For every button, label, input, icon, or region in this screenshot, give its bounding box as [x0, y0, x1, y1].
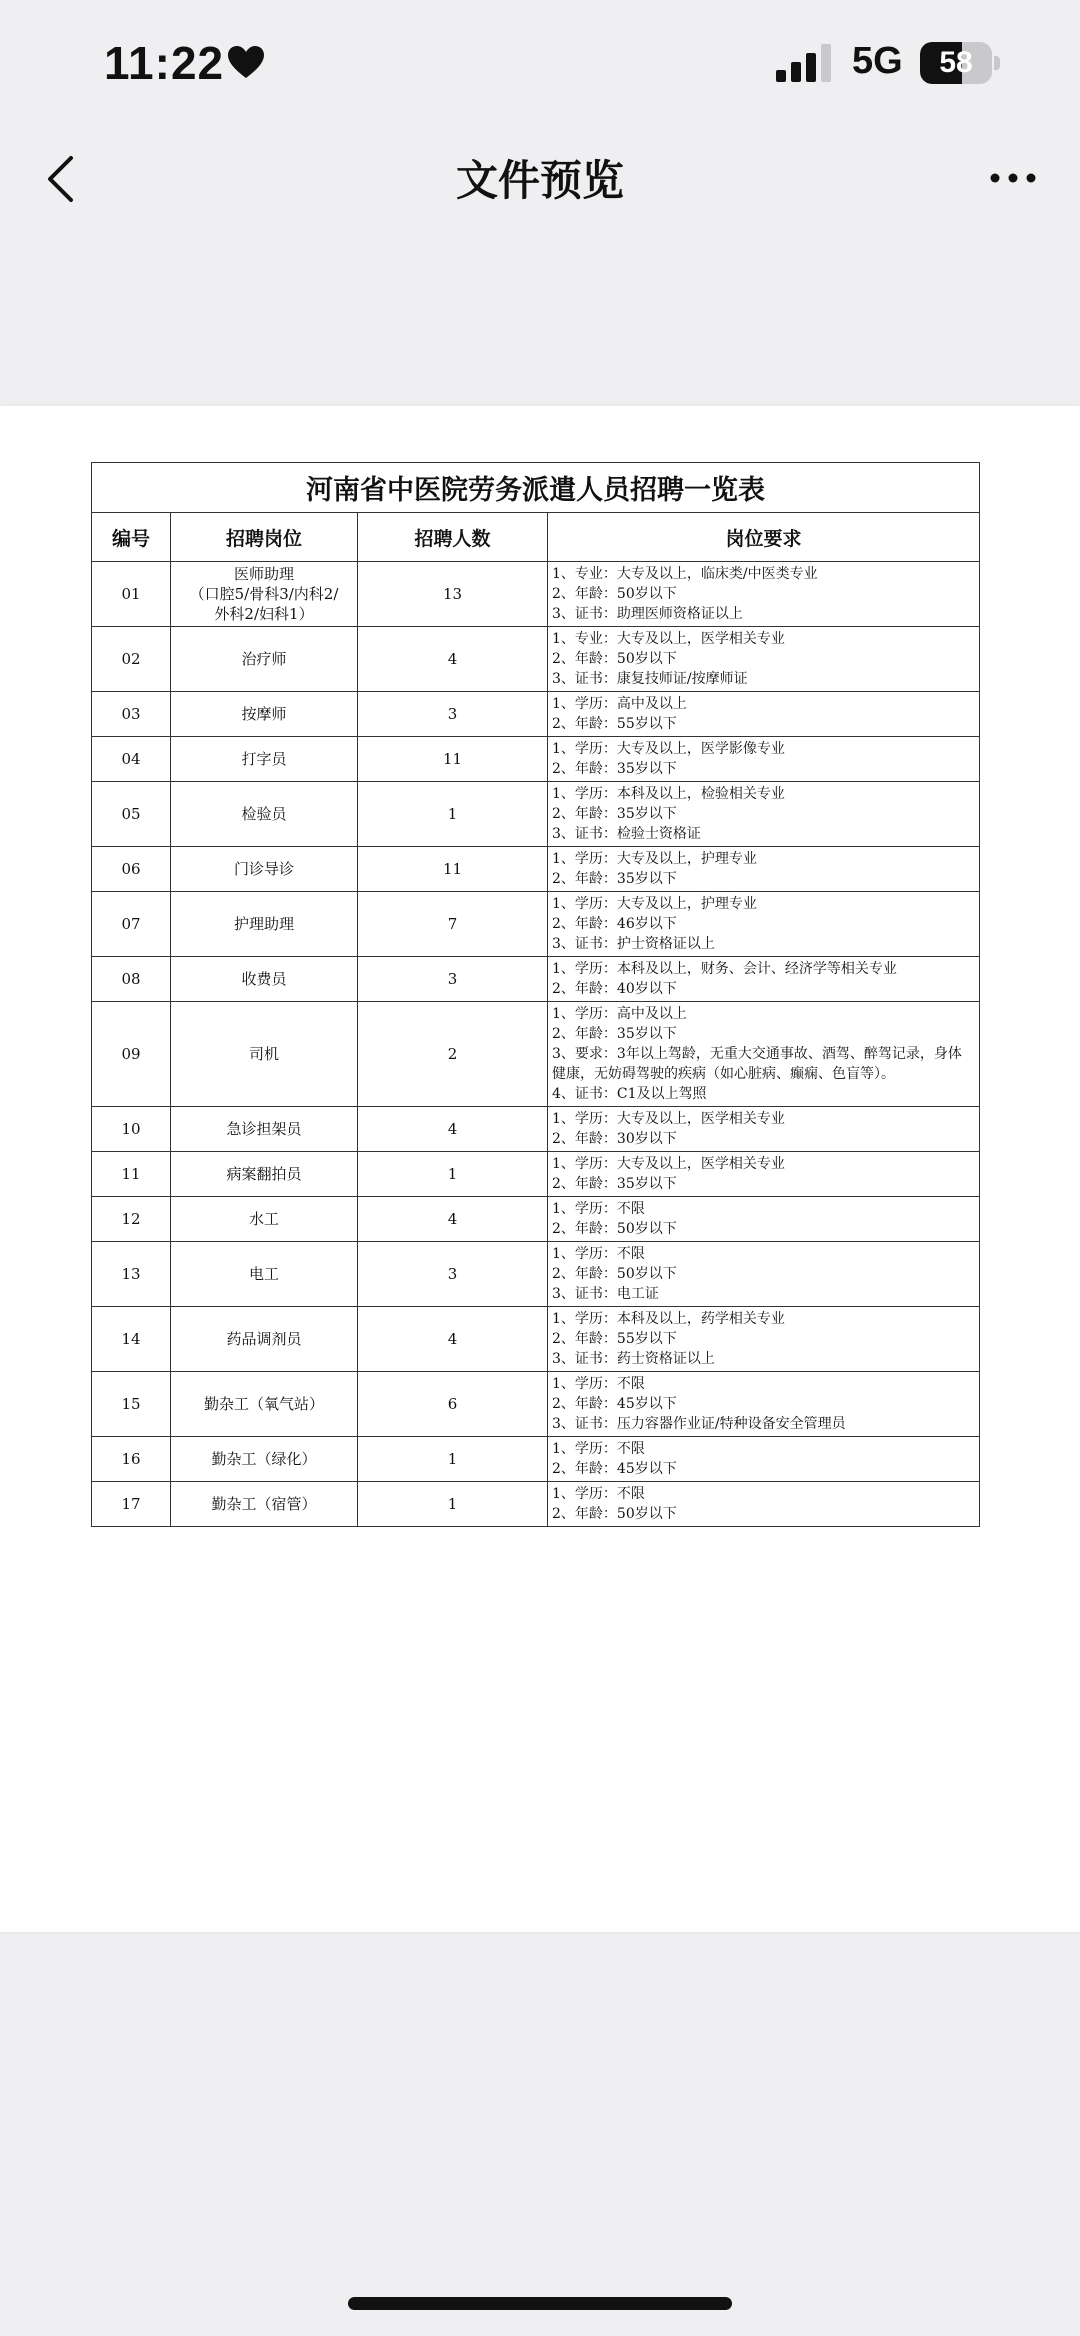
cell-position: 护理助理: [171, 892, 358, 957]
cell-requirements: 1、专业：大专及以上，医学相关专业 2、年龄：50岁以下 3、证书：康复技师证/按摩师证: [548, 627, 980, 692]
table-row: [92, 692, 980, 737]
table-row: [92, 892, 980, 957]
table-row: [92, 1372, 980, 1437]
header-position: 招聘岗位: [171, 513, 358, 562]
more-horizontal-icon: [989, 172, 1037, 184]
cell-position: 药品调剂员: [171, 1307, 358, 1372]
table-row: [92, 847, 980, 892]
cell-no: 16: [92, 1437, 171, 1482]
table-row: [92, 1242, 980, 1307]
cell-requirements: 1、学历：大专及以上，医学影像专业 2、年龄：35岁以下: [548, 737, 980, 782]
cell-requirements: 1、学历：不限 2、年龄：50岁以下: [548, 1482, 980, 1527]
heart-icon: [226, 44, 266, 80]
cell-position: 治疗师: [171, 627, 358, 692]
recruitment-table-wrapper: [91, 462, 979, 1527]
cell-requirements: 1、学历：大专及以上，医学相关专业 2、年龄：35岁以下: [548, 1152, 980, 1197]
cell-position: 门诊导诊: [171, 847, 358, 892]
cell-no: 04: [92, 737, 171, 782]
header-requirements: 岗位要求: [548, 513, 980, 562]
cell-position: 打字员: [171, 737, 358, 782]
cell-count: 3: [358, 1242, 548, 1307]
cell-no: 07: [92, 892, 171, 957]
table-title: 河南省中医院劳务派遣人员招聘一览表: [92, 463, 980, 513]
cell-no: 15: [92, 1372, 171, 1437]
table-row: [92, 782, 980, 847]
cell-count: 1: [358, 1152, 548, 1197]
cell-requirements: 1、学历：高中及以上 2、年龄：35岁以下 3、要求：3年以上驾龄，无重大交通事故、酒驾、醉驾记录，身体健康，无妨碍驾驶的疾病（如心脏病、癫痫、色盲等）。 4、证书：C1及以上驾照: [548, 1002, 980, 1107]
nav-bar: [0, 130, 1080, 250]
cell-requirements: 1、学历：大专及以上，护理专业 2、年龄：46岁以下 3、证书：护士资格证以上: [548, 892, 980, 957]
cell-position: 电工: [171, 1242, 358, 1307]
cell-requirements: 1、学历：不限 2、年龄：50岁以下 3、证书：电工证: [548, 1242, 980, 1307]
cell-count: 1: [358, 1482, 548, 1527]
cell-requirements: 1、学历：不限 2、年龄：45岁以下 3、证书：压力容器作业证/特种设备安全管理员: [548, 1372, 980, 1437]
cell-count: 7: [358, 892, 548, 957]
table-row: [92, 1107, 980, 1152]
cell-position: 急诊担架员: [171, 1107, 358, 1152]
cell-position: 收费员: [171, 957, 358, 1002]
cell-position: 司机: [171, 1002, 358, 1107]
cell-count: 3: [358, 692, 548, 737]
cell-requirements: 1、学历：本科及以上，财务、会计、经济学等相关专业 2、年龄：40岁以下: [548, 957, 980, 1002]
cell-position: 医师助理 （口腔5/骨科3/内科2/ 外科2/妇科1）: [171, 562, 358, 627]
status-time: 11:22: [104, 37, 225, 89]
cell-position: 水工: [171, 1197, 358, 1242]
table-row: [92, 1437, 980, 1482]
battery-percent: 58: [939, 46, 973, 79]
cell-no: 11: [92, 1152, 171, 1197]
cell-requirements: 1、专业：大专及以上，临床类/中医类专业 2、年龄：50岁以下 3、证书：助理医师资格证以上: [548, 562, 980, 627]
table-row: [92, 957, 980, 1002]
header-no: 编号: [92, 513, 171, 562]
table-row: [92, 737, 980, 782]
battery-icon: [920, 42, 1000, 84]
recruitment-table: [91, 462, 980, 1527]
table-header-row: [92, 513, 980, 562]
cell-no: 09: [92, 1002, 171, 1107]
cell-count: 2: [358, 1002, 548, 1107]
cell-count: 1: [358, 1437, 548, 1482]
header-count: 招聘人数: [358, 513, 548, 562]
cell-position: 检验员: [171, 782, 358, 847]
cell-requirements: 1、学历：本科及以上，药学相关专业 2、年龄：55岁以下 3、证书：药士资格证以上: [548, 1307, 980, 1372]
cell-count: 4: [358, 1197, 548, 1242]
chevron-left-icon: [45, 155, 75, 203]
network-type: 5G: [852, 40, 903, 82]
table-row: [92, 562, 980, 627]
cell-no: 12: [92, 1197, 171, 1242]
table-row: [92, 1152, 980, 1197]
cell-requirements: 1、学历：高中及以上 2、年龄：55岁以下: [548, 692, 980, 737]
back-button[interactable]: [28, 144, 92, 214]
cell-position: 勤杂工（绿化）: [171, 1437, 358, 1482]
cell-no: 01: [92, 562, 171, 627]
document-page[interactable]: [0, 406, 1080, 1932]
cell-no: 03: [92, 692, 171, 737]
cell-no: 17: [92, 1482, 171, 1527]
home-indicator[interactable]: [348, 2297, 732, 2310]
cell-count: 11: [358, 737, 548, 782]
cell-no: 06: [92, 847, 171, 892]
cell-requirements: 1、学历：大专及以上，医学相关专业 2、年龄：30岁以下: [548, 1107, 980, 1152]
cell-count: 4: [358, 627, 548, 692]
cell-requirements: 1、学历：不限 2、年龄：50岁以下: [548, 1197, 980, 1242]
table-row: [92, 1197, 980, 1242]
page-title: 文件预览: [455, 156, 624, 205]
table-row: [92, 1482, 980, 1527]
cell-requirements: 1、学历：不限 2、年龄：45岁以下: [548, 1437, 980, 1482]
status-bar: [0, 0, 1080, 130]
cell-count: 3: [358, 957, 548, 1002]
cell-no: 14: [92, 1307, 171, 1372]
table-row: [92, 1307, 980, 1372]
cellular-signal-icon: [776, 44, 834, 82]
cell-position: 勤杂工（氧气站）: [171, 1372, 358, 1437]
cell-no: 13: [92, 1242, 171, 1307]
more-options-button[interactable]: [978, 148, 1048, 208]
cell-count: 1: [358, 782, 548, 847]
cell-no: 05: [92, 782, 171, 847]
cell-no: 02: [92, 627, 171, 692]
cell-no: 08: [92, 957, 171, 1002]
cell-count: 4: [358, 1107, 548, 1152]
cell-position: 按摩师: [171, 692, 358, 737]
cell-requirements: 1、学历：大专及以上，护理专业 2、年龄：35岁以下: [548, 847, 980, 892]
cell-count: 4: [358, 1307, 548, 1372]
cell-position: 勤杂工（宿管）: [171, 1482, 358, 1527]
cell-count: 11: [358, 847, 548, 892]
table-row: [92, 1002, 980, 1107]
cell-count: 13: [358, 562, 548, 627]
cell-count: 6: [358, 1372, 548, 1437]
cell-requirements: 1、学历：本科及以上，检验相关专业 2、年龄：35岁以下 3、证书：检验士资格证: [548, 782, 980, 847]
cell-no: 10: [92, 1107, 171, 1152]
table-row: [92, 627, 980, 692]
cell-position: 病案翻拍员: [171, 1152, 358, 1197]
